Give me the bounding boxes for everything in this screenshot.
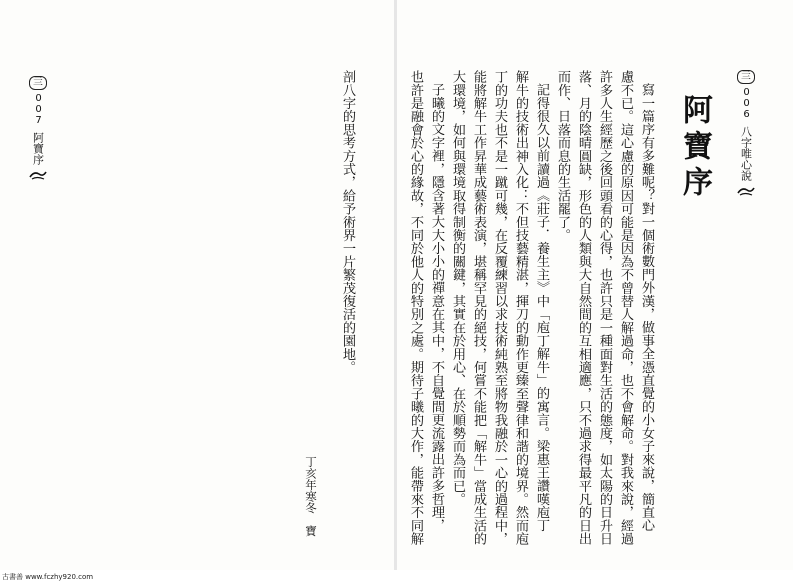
preface-heading: 阿寶序 bbox=[677, 94, 712, 202]
left-running-title: 阿寶序 bbox=[31, 132, 45, 165]
body-column: 慮不已。這心慮的原因可能是因為不曾替人解過命，也不會解命。對我來說，經過 bbox=[618, 70, 633, 546]
body-column: 丁的功夫也不是一蹴可幾，在反覆練習以求技術純熟至將物我融於一心的過程中， bbox=[492, 70, 507, 546]
body-column: 解牛的技術出神入化：不但技藝精湛，揮刀的動作更臻至聲律和諧的境界。然而庖 bbox=[513, 70, 528, 546]
body-column: 能將解牛工作昇華成藝術表演，堪稱罕見的絕技，何嘗不能把「解牛」當成生活的 bbox=[471, 70, 486, 546]
date-line: 丁亥年寒冬 bbox=[304, 456, 318, 514]
body-column: 記得很久以前讀過《莊子．養生主》中「庖丁解牛」的寓言。梁惠王讚嘆庖丁 bbox=[534, 83, 549, 532]
left-page-badge: 亖 bbox=[29, 76, 47, 90]
seal-ornament-icon bbox=[736, 185, 756, 197]
body-column: 而作、日落而息的生活罷了。 bbox=[555, 70, 570, 242]
signature: 寶 bbox=[304, 525, 318, 537]
right-page-number: 006 bbox=[741, 87, 752, 120]
left-page bbox=[0, 0, 395, 570]
body-column: 剖八字的思考方式，給予術界一片繁茂復活的園地。 bbox=[340, 70, 355, 374]
right-page-marker bbox=[736, 70, 756, 197]
body-column: 大環境，如何與環境取得制衡的關鍵，其實在於用心、在於順勢而為而已。 bbox=[450, 70, 465, 506]
body-column: 許多人生經歷之後回頭看的心得，也許只是一種面對生活的態度，如太陽的日升日 bbox=[597, 70, 612, 546]
left-page-number: 007 bbox=[33, 93, 44, 126]
body-column: 也許是融會於心的緣故，不同於他人的特別之處。期待子曦的大作，能帶來不同解 bbox=[408, 70, 423, 546]
watermark: 古書善 www.fczhy920.com bbox=[2, 573, 94, 581]
left-page-marker bbox=[28, 76, 48, 181]
right-running-title: 八字唯心說 bbox=[739, 126, 753, 181]
body-column: 子曦的文字裡，隱含著大大小小的禪意在其中，不自覺間更流露出許多哲理， bbox=[429, 83, 444, 532]
right-page-badge: 亖 bbox=[737, 70, 755, 84]
body-column: 落、月的陰晴圓缺，形色的人類與大自然間的互相適應，只不過求得最平凡的日出 bbox=[576, 70, 591, 546]
body-column: 寫一篇序有多難呢？對一個術數門外漢，做事全憑直覺的小女子來說，簡直心 bbox=[639, 83, 654, 532]
seal-ornament-icon bbox=[28, 169, 48, 181]
